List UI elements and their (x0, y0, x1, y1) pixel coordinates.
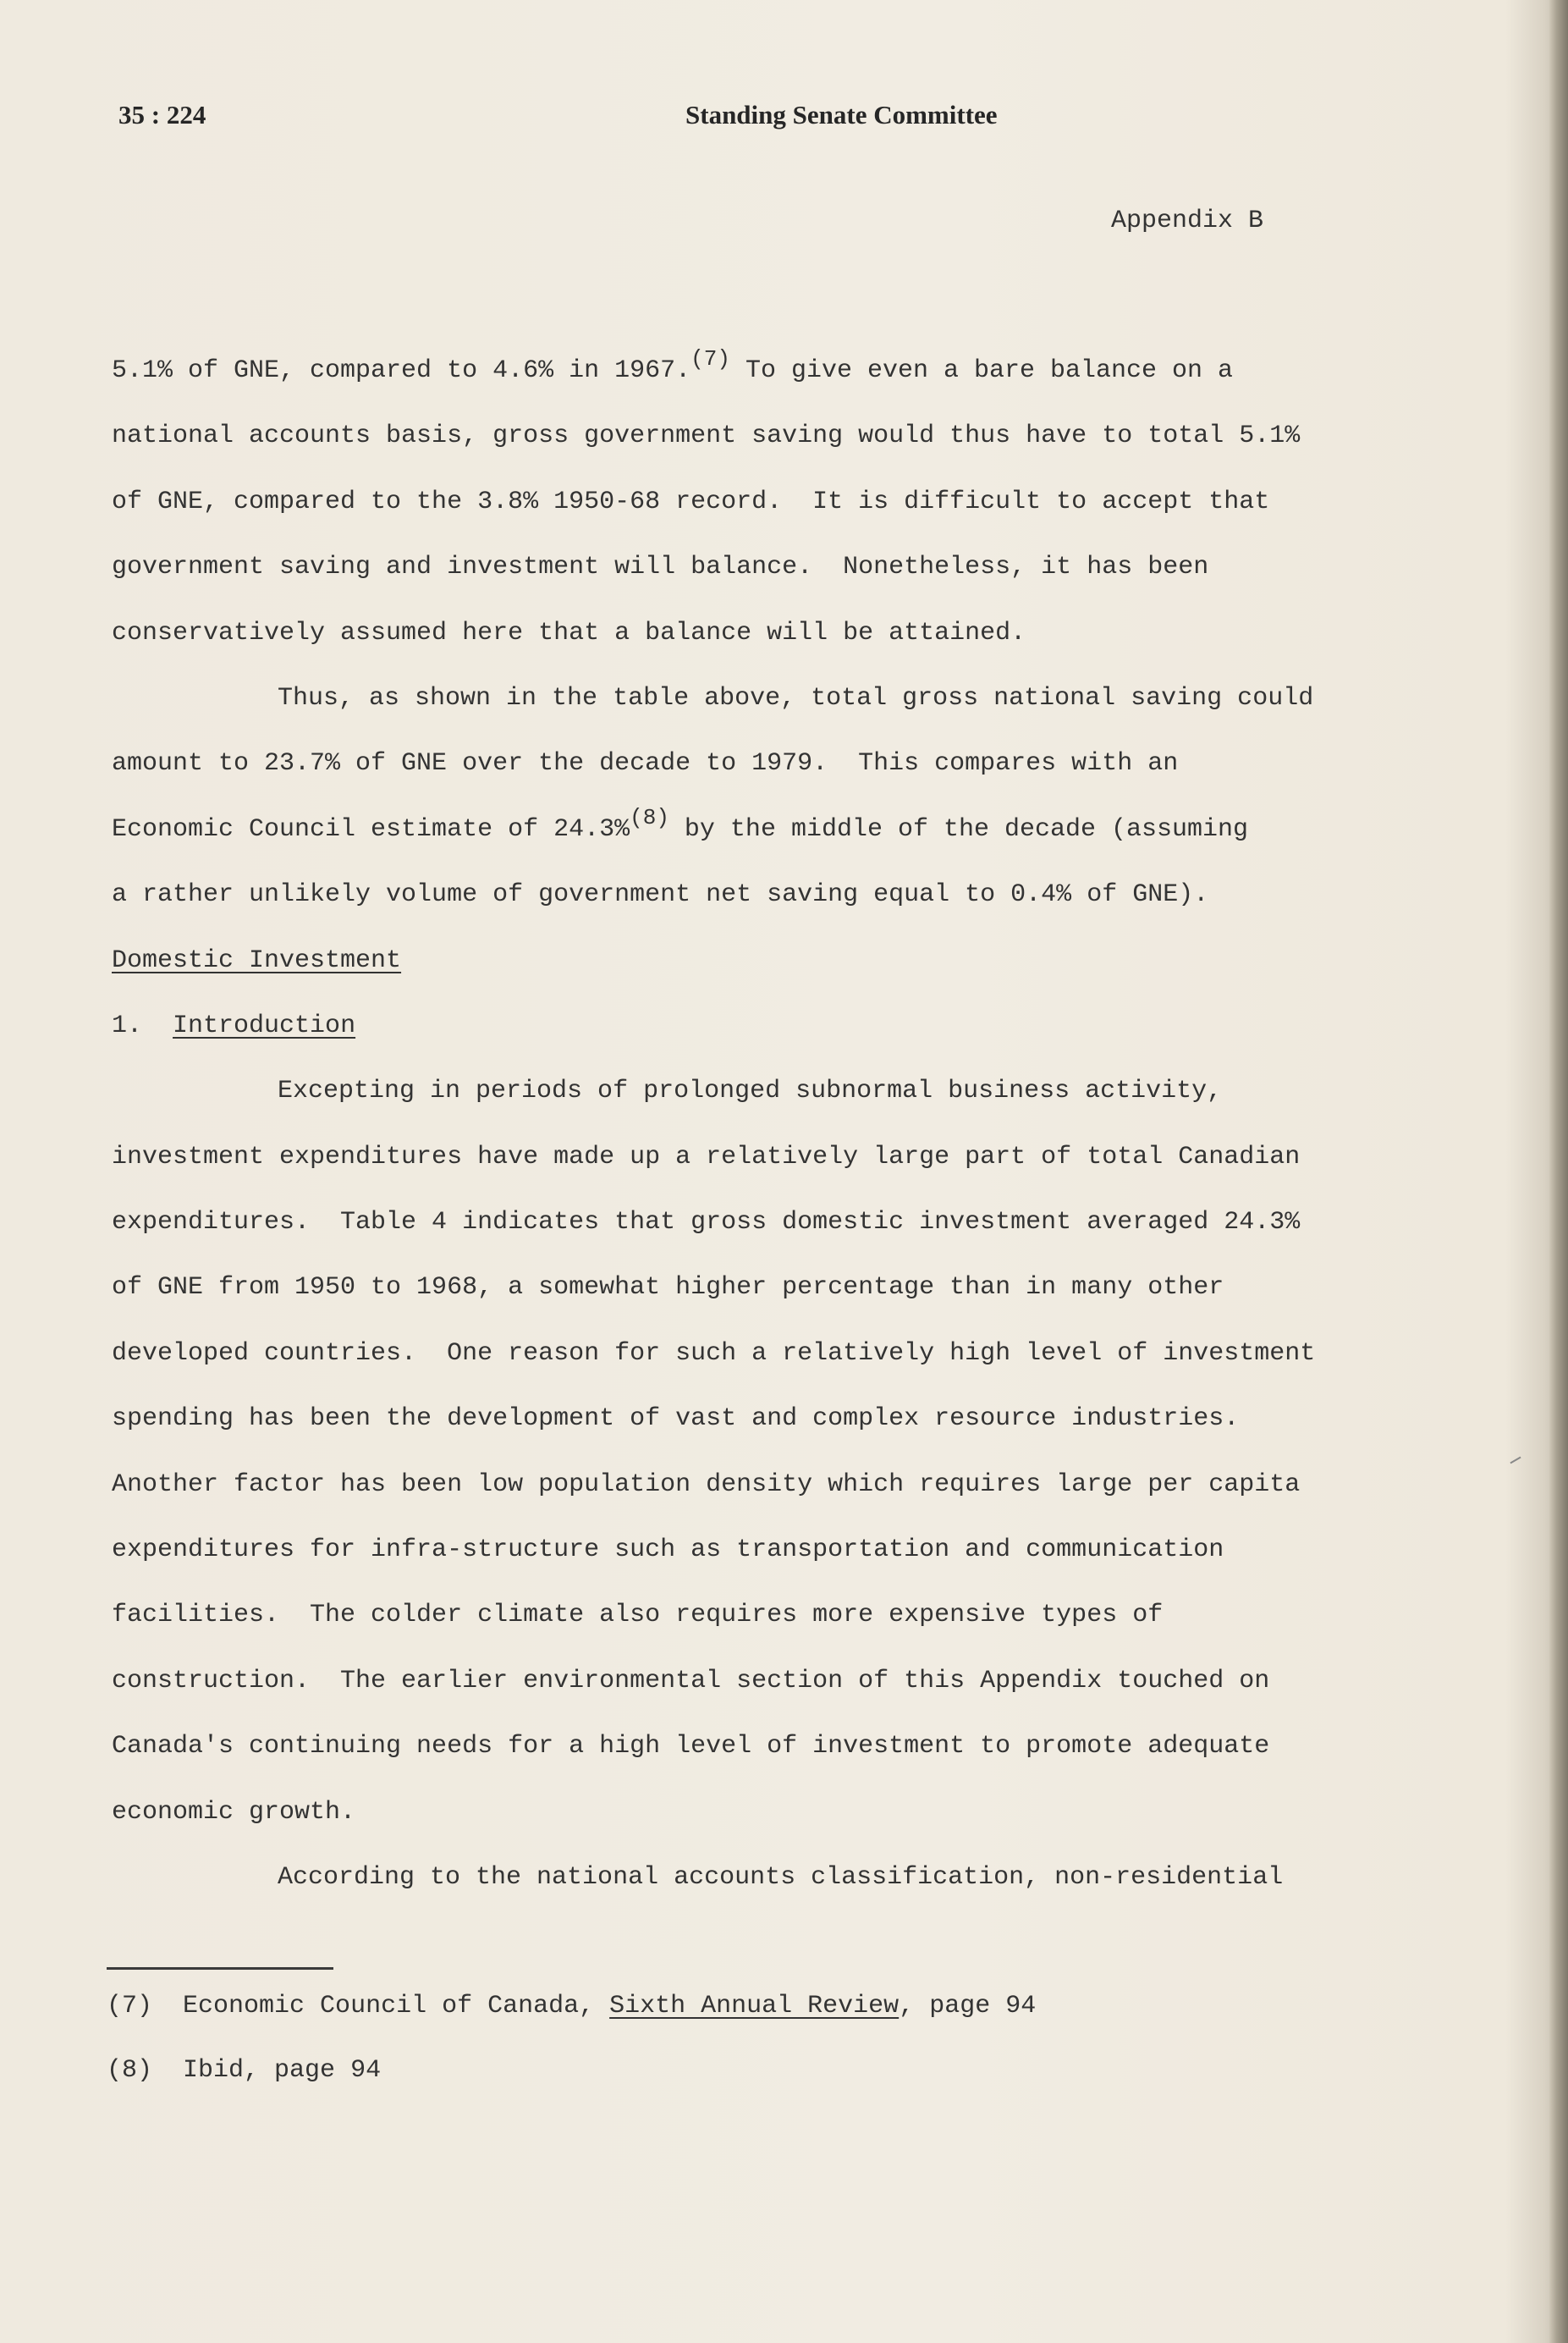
footnote-ref-7: (7) (690, 346, 730, 372)
footnotes (107, 1974, 1036, 2103)
text-line: construction. The earlier environmental section of this Appendix touched on (112, 1666, 1270, 1695)
text-line: a rather unlikely volume of government net saving equal to 0.4% of GNE). (112, 880, 1209, 910)
text-line: expenditures for infra-structure such as transportation and communication (112, 1535, 1224, 1565)
text-line (112, 339, 1432, 404)
section-heading (112, 929, 1432, 994)
text-line: Another factor has been low population density which requires large per capita (112, 1469, 1301, 1499)
footnote-marker: (8) (107, 2056, 153, 2085)
footnote-text: Ibid, page 94 (183, 2056, 382, 2085)
footnote-ref-8: (8) (630, 804, 669, 830)
footnote-8 (107, 2038, 1036, 2103)
text-line: government saving and investment will balance. Nonetheless, it has been (112, 553, 1209, 582)
text-line: spending has been the development of vast and complex resource industries. (112, 1404, 1240, 1434)
text-line: investment expenditures have made up a relatively large part of total Canadian (112, 1142, 1301, 1172)
text-line: national accounts basis, gross government saving would thus have to total 5.1% (112, 422, 1301, 451)
margin-mark (1510, 1457, 1521, 1464)
line-text: Economic Council estimate of 24.3% (112, 814, 630, 844)
subsection-title: Introduction (173, 1011, 356, 1040)
text-line: Canada's continuing needs for a high level of investment to promote adequate (112, 1732, 1270, 1761)
line-text: 5.1% of GNE, compared to 4.6% in 1967. (112, 356, 691, 385)
line-text: by the middle of the decade (assuming (668, 814, 1249, 844)
footnote-rule (107, 1967, 333, 1970)
text-line: expenditures. Table 4 indicates that gross domestic investment averaged 24.3% (112, 1208, 1301, 1238)
appendix-label: Appendix B (1111, 207, 1264, 235)
header-title: Standing Senate Committee (685, 100, 998, 130)
text-line: developed countries. One reason for such a relatively high level of investment (112, 1338, 1316, 1368)
text-line: amount to 23.7% of GNE over the decade to 1979. This compares with an (112, 749, 1179, 779)
body-text (112, 339, 1432, 1910)
subsection-number: 1. (112, 1011, 143, 1040)
text-line: Thus, as shown in the table above, total gross national saving could (278, 683, 1314, 713)
section-heading-text: Domestic Investment (112, 945, 402, 975)
binding-edge (1549, 0, 1568, 2343)
text-line: facilities. The colder climate also requires more expensive types of (112, 1601, 1164, 1630)
page-header (0, 100, 1568, 142)
footnote-7 (107, 1974, 1036, 2038)
footnote-title: Sixth Annual Review (609, 1992, 900, 2020)
text-line: of GNE, compared to the 3.8% 1950-68 record. It is difficult to accept that (112, 487, 1270, 516)
text-line: of GNE from 1950 to 1968, a somewhat higher percentage than in many other (112, 1273, 1224, 1303)
footnote-text: , page 94 (899, 1992, 1037, 2020)
text-line (112, 797, 1432, 863)
subsection-heading (112, 994, 1432, 1059)
text-line: Excepting in periods of prolonged subnormal business activity, (278, 1077, 1223, 1106)
line-text: To give even a bare balance on a (729, 356, 1234, 385)
text-line: economic growth. (112, 1797, 356, 1827)
footnote-text: Economic Council of Canada, (183, 1992, 610, 2020)
text-line: According to the national accounts classification, non-residential (278, 1862, 1284, 1892)
page-number: 35 : 224 (118, 100, 206, 130)
footnote-marker: (7) (107, 1992, 153, 2020)
text-line: conservatively assumed here that a balance will be attained. (112, 618, 1026, 648)
